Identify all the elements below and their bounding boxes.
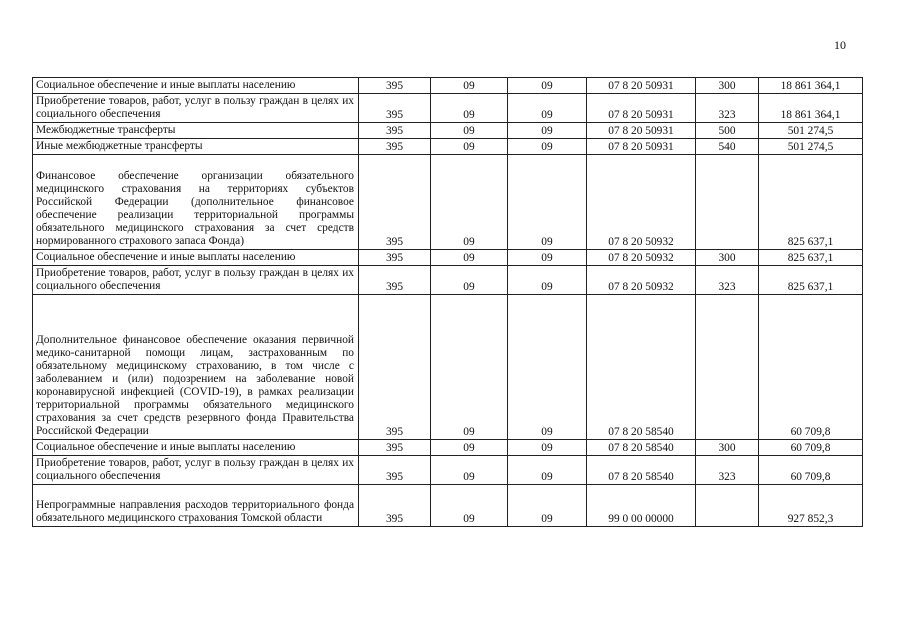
table-row — [33, 250, 863, 266]
row-subsection-cell: 09 — [508, 440, 587, 456]
row-target-article-cell: 07 8 20 50932 — [587, 250, 696, 266]
row-subsection-cell: 09 — [508, 266, 587, 295]
row-name-cell: Непрограммные направления расходов территориального фонда обязательного медицинского страхования Томской области — [33, 485, 359, 527]
row-amount-cell: 825 637,1 — [759, 155, 863, 250]
row-subsection-cell: 09 — [508, 456, 587, 485]
row-grbs-cell: 395 — [359, 155, 431, 250]
row-subsection-cell: 09 — [508, 139, 587, 155]
row-target-article-cell: 07 8 20 50932 — [587, 266, 696, 295]
row-name-cell: Социальное обеспечение и иные выплаты населению — [33, 78, 359, 94]
row-section-cell: 09 — [431, 139, 508, 155]
table-row — [33, 155, 863, 250]
row-name-cell: Иные межбюджетные трансферты — [33, 139, 359, 155]
row-grbs-cell: 395 — [359, 123, 431, 139]
row-subsection-cell: 09 — [508, 295, 587, 440]
table-row — [33, 266, 863, 295]
row-grbs-cell: 395 — [359, 78, 431, 94]
row-expense-type-cell: 323 — [696, 456, 759, 485]
row-name-cell: Дополнительное финансовое обеспечение оказания первичной медико-санитарной помощи лицам, застрахованным по обязательному медицинскому страхованию, в том числе с заболеванием и (или) подозрением на заболевание новой коронавирусной инфекцией (COVID-19), в рамках реализации территориальной программы обязательного медицинского страхования за счет средств резервного фонда Правительства Российской Федерации — [33, 295, 359, 440]
row-section-cell: 09 — [431, 94, 508, 123]
table-row — [33, 456, 863, 485]
row-name-cell: Приобретение товаров, работ, услуг в пользу граждан в целях их социального обеспечения — [33, 266, 359, 295]
row-name-cell: Межбюджетные трансферты — [33, 123, 359, 139]
row-expense-type-cell: 323 — [696, 94, 759, 123]
page-number: 10 — [834, 38, 846, 52]
row-target-article-cell: 07 8 20 58540 — [587, 295, 696, 440]
row-grbs-cell: 395 — [359, 485, 431, 527]
row-grbs-cell: 395 — [359, 440, 431, 456]
row-expense-type-cell — [696, 155, 759, 250]
row-grbs-cell: 395 — [359, 295, 431, 440]
row-section-cell: 09 — [431, 155, 508, 250]
row-amount-cell: 825 637,1 — [759, 250, 863, 266]
row-target-article-cell: 07 8 20 58540 — [587, 456, 696, 485]
row-section-cell: 09 — [431, 440, 508, 456]
row-expense-type-cell — [696, 295, 759, 440]
row-amount-cell: 60 709,8 — [759, 456, 863, 485]
budget-table — [32, 77, 863, 527]
table-row — [33, 295, 863, 440]
row-amount-cell: 18 861 364,1 — [759, 94, 863, 123]
row-section-cell: 09 — [431, 295, 508, 440]
row-target-article-cell: 07 8 20 50931 — [587, 94, 696, 123]
row-target-article-cell: 07 8 20 50931 — [587, 123, 696, 139]
row-section-cell: 09 — [431, 78, 508, 94]
row-target-article-cell: 07 8 20 50931 — [587, 139, 696, 155]
row-target-article-cell: 07 8 20 50932 — [587, 155, 696, 250]
row-grbs-cell: 395 — [359, 266, 431, 295]
table-row — [33, 78, 863, 94]
table-row — [33, 485, 863, 527]
row-amount-cell: 501 274,5 — [759, 123, 863, 139]
row-expense-type-cell: 540 — [696, 139, 759, 155]
table-row — [33, 139, 863, 155]
row-expense-type-cell: 500 — [696, 123, 759, 139]
row-grbs-cell: 395 — [359, 139, 431, 155]
row-target-article-cell: 07 8 20 58540 — [587, 440, 696, 456]
row-target-article-cell: 99 0 00 00000 — [587, 485, 696, 527]
row-subsection-cell: 09 — [508, 485, 587, 527]
row-expense-type-cell — [696, 485, 759, 527]
table-row — [33, 123, 863, 139]
row-name-cell: Социальное обеспечение и иные выплаты населению — [33, 250, 359, 266]
row-amount-cell: 501 274,5 — [759, 139, 863, 155]
row-subsection-cell: 09 — [508, 78, 587, 94]
row-grbs-cell: 395 — [359, 94, 431, 123]
row-name-cell: Приобретение товаров, работ, услуг в пользу граждан в целях их социального обеспечения — [33, 456, 359, 485]
row-section-cell: 09 — [431, 266, 508, 295]
row-subsection-cell: 09 — [508, 94, 587, 123]
row-expense-type-cell: 323 — [696, 266, 759, 295]
row-name-cell: Финансовое обеспечение организации обязательного медицинского страхования на территориях субъектов Российской Федерации (дополнительное финансовое обеспечение реализации территориальной программы обязательного медицинского страхования за счет средств нормированного страхового запаса Фонда) — [33, 155, 359, 250]
row-amount-cell: 927 852,3 — [759, 485, 863, 527]
row-grbs-cell: 395 — [359, 456, 431, 485]
row-expense-type-cell: 300 — [696, 78, 759, 94]
row-section-cell: 09 — [431, 456, 508, 485]
row-subsection-cell: 09 — [508, 250, 587, 266]
row-section-cell: 09 — [431, 123, 508, 139]
budget-table-body — [33, 78, 863, 527]
row-name-cell: Социальное обеспечение и иные выплаты населению — [33, 440, 359, 456]
row-section-cell: 09 — [431, 250, 508, 266]
table-row — [33, 94, 863, 123]
row-section-cell: 09 — [431, 485, 508, 527]
row-expense-type-cell: 300 — [696, 250, 759, 266]
row-subsection-cell: 09 — [508, 155, 587, 250]
row-grbs-cell: 395 — [359, 250, 431, 266]
row-expense-type-cell: 300 — [696, 440, 759, 456]
row-name-cell: Приобретение товаров, работ, услуг в пользу граждан в целях их социального обеспечения — [33, 94, 359, 123]
row-target-article-cell: 07 8 20 50931 — [587, 78, 696, 94]
row-amount-cell: 18 861 364,1 — [759, 78, 863, 94]
table-row — [33, 440, 863, 456]
row-amount-cell: 60 709,8 — [759, 440, 863, 456]
row-amount-cell: 825 637,1 — [759, 266, 863, 295]
row-subsection-cell: 09 — [508, 123, 587, 139]
row-amount-cell: 60 709,8 — [759, 295, 863, 440]
